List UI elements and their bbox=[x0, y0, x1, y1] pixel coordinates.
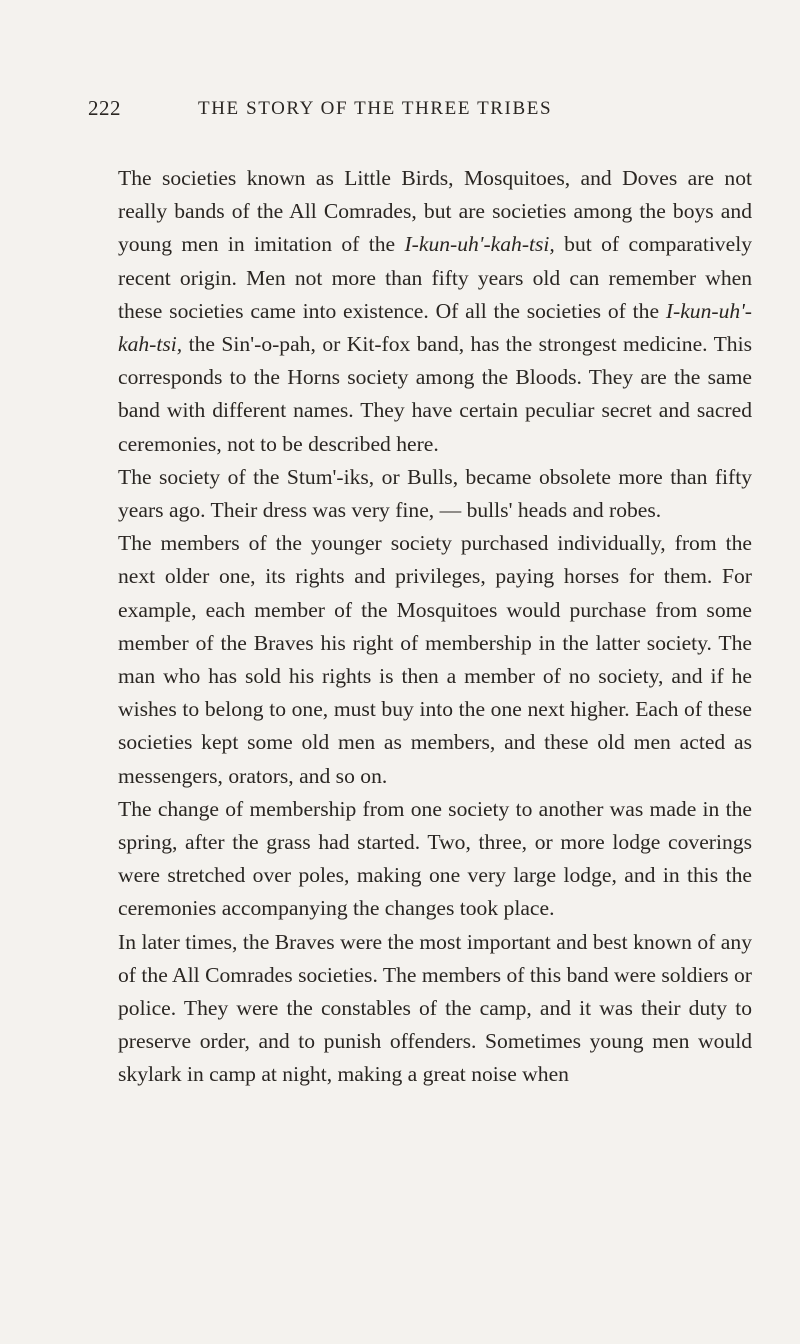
paragraph bbox=[118, 926, 752, 1092]
text-segment: The members of the younger society purchased individually, from the next older one, its rights and privileges, paying horses for them. For example, each member of the Mosquitoes would purchase from some member of the Braves his right of membership in the latter society. The man who has sold his rights is then a member of no society, and if he wishes to belong to one, must buy into the one next higher. Each of these societies kept some old men as members, and these old men acted as messengers, orators, and so on. bbox=[118, 531, 752, 788]
paragraph bbox=[118, 461, 752, 527]
page-header bbox=[88, 96, 728, 136]
text-segment-italic: I-kun-uh'-kah-tsi, bbox=[404, 232, 555, 257]
page-number: 222 bbox=[88, 96, 121, 120]
body-text bbox=[118, 162, 752, 1092]
text-segment: but of comparatively recent origin. Men not more than fifty years old can remember when these societies came into existence. Of all the societies of the bbox=[118, 232, 752, 323]
paragraph bbox=[118, 793, 752, 926]
text-segment: The change of membership from one society to another was made in the spring, after the grass had started. Two, three, or more lodge coverings were stretched over poles, making one very large lodge, and in this the ceremonies accompanying the changes took place. bbox=[118, 796, 752, 921]
text-segment: The society of the Stum'-iks, or Bulls, became obsolete more than fifty years ago. Their dress was very fine, — bulls' heads and robes. bbox=[118, 464, 752, 523]
paragraph bbox=[118, 162, 752, 461]
text-segment-italic: I-kun-uh'-kah-tsi, bbox=[118, 298, 752, 357]
text-segment: The societies known as Little Birds, Mosquitoes, and Doves are not really bands of the All Comrades, but are societies among the boys and young men in imitation of the bbox=[118, 166, 752, 257]
running-head: THE STORY OF THE THREE TRIBES bbox=[198, 98, 553, 119]
paragraph bbox=[118, 527, 752, 793]
text-segment: the Sin'-o-pah, or Kit-fox band, has the strongest medicine. This corresponds to the Horns society among the Bloods. They are the same band with different names. They have certain peculiar secret and sacred ceremonies, not to be described here. bbox=[118, 332, 752, 456]
text-segment: In later times, the Braves were the most important and best known of any of the All Comrades societies. The members of this band were soldiers or police. They were the constables of the camp, and it was their duty to preserve order, and to punish offenders. Sometimes young men would skylark in camp at night, making a great noise when bbox=[118, 929, 752, 1087]
